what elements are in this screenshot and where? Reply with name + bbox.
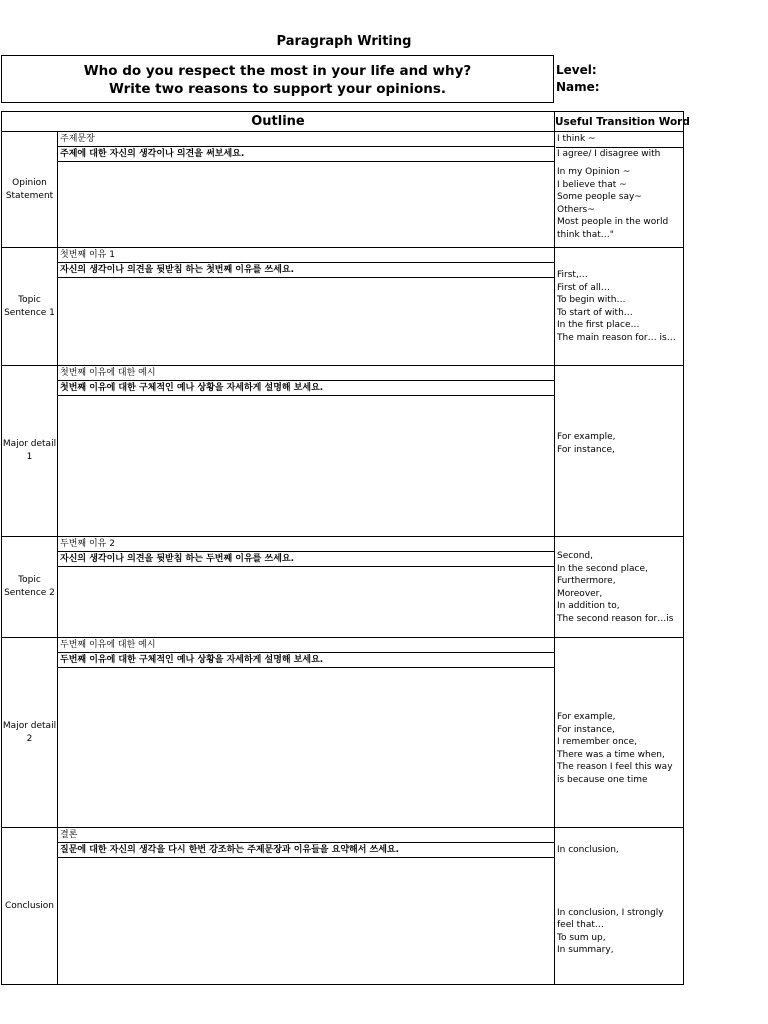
section-label: Topic Sentence 1	[2, 248, 58, 365]
section-major-detail-1	[2, 366, 684, 537]
transition-word: First of all…	[557, 282, 610, 293]
transition-word: For instance,	[557, 724, 615, 735]
transition-word: In addition to,	[557, 601, 620, 612]
section-content	[58, 638, 555, 827]
transition-word: To sum up,	[557, 932, 606, 943]
question-box	[1, 55, 554, 103]
section-label: Opinion Statement	[2, 132, 58, 247]
transition-word: Others~	[557, 204, 595, 215]
transition-word: In summary,	[557, 945, 614, 956]
transition-word: I remember once,	[557, 737, 637, 748]
transition-word: In conclusion, I strongly	[557, 907, 664, 918]
writing-area[interactable]	[58, 162, 554, 246]
transition-word: For example,	[557, 712, 616, 722]
transition-word: For instance,	[557, 444, 615, 455]
section-instruction: 자신의 생각이나 의견을 뒷받침 하는 첫번째 이유를 쓰세요.	[58, 263, 554, 278]
outline-table	[1, 111, 690, 985]
section-major-detail-2	[2, 638, 684, 828]
transition-words	[556, 366, 684, 456]
section-content	[58, 366, 555, 536]
section-instruction: 주제에 대한 자신의 생각이나 의견을 써보세요.	[58, 147, 554, 162]
transition-word: feel that…	[557, 920, 604, 931]
transition-words-header: Useful Transition Word	[555, 112, 684, 132]
section-label: Topic Sentence 2	[2, 537, 58, 637]
outline-header: Outline	[2, 112, 555, 132]
section-label: Conclusion	[2, 828, 58, 984]
transition-word: The second reason for…is	[557, 613, 674, 624]
writing-area[interactable]	[58, 396, 554, 535]
transition-words	[556, 537, 684, 626]
transition-words	[556, 132, 684, 242]
section-heading: 첫번째 이유 1	[58, 248, 554, 263]
section-topic-sentence-1	[2, 248, 684, 366]
section-content	[58, 537, 555, 637]
section-instruction: 자신의 생각이나 의견을 뒷받침 하는 두번째 이유를 쓰세요.	[58, 552, 554, 567]
section-instruction: 첫번째 이유에 대한 구체적인 예나 상황을 자세하게 설명해 보세요.	[58, 381, 554, 396]
name-label: Name:	[556, 80, 600, 94]
page-title: Paragraph Writing	[276, 34, 412, 49]
transition-word: think that…"	[557, 229, 614, 240]
transition-word: I believe that ~	[557, 179, 627, 190]
transition-word: is because one time	[557, 774, 648, 785]
section-instruction: 두번째 이유에 대한 구체적인 예나 상황을 자세하게 설명해 보세요.	[58, 653, 554, 668]
section-content	[58, 828, 555, 984]
transition-word: I think ~	[556, 133, 684, 148]
section-heading: 두번째 이유 2	[58, 537, 554, 552]
section-heading: 결론	[58, 828, 554, 843]
transition-words	[556, 248, 684, 345]
writing-area[interactable]	[58, 858, 554, 982]
section-heading: 주제문장	[58, 132, 554, 147]
transition-word: There was a time when,	[557, 749, 665, 760]
transition-word: The reason I feel this way	[557, 762, 673, 773]
section-instruction: 질문에 대한 자신의 생각을 다시 한번 강조하는 주제문장과 이유들을 요약해서 쓰세요.	[58, 843, 554, 858]
transition-word: Moreover,	[557, 588, 603, 599]
section-heading: 두번째 이유에 대한 예시	[58, 638, 554, 653]
transition-word: Some people say~	[557, 192, 642, 203]
transition-word: To start of with…	[557, 307, 633, 318]
transition-words	[556, 828, 684, 957]
writing-area[interactable]	[58, 668, 554, 826]
section-heading: 첫번째 이유에 대한 예시	[58, 366, 554, 381]
section-conclusion	[2, 828, 684, 984]
section-topic-sentence-2	[2, 537, 684, 638]
transition-word: Most people in the world	[557, 217, 669, 228]
transition-word: In conclusion,	[557, 845, 619, 855]
writing-area[interactable]	[58, 278, 554, 364]
transition-word: In the second place,	[557, 563, 648, 574]
section-content	[58, 132, 555, 247]
question-line-1: Who do you respect the most in your life and why?	[83, 63, 472, 79]
transition-word: Furthermore,	[557, 576, 616, 587]
transition-words	[556, 638, 684, 787]
transition-word: To begin with…	[557, 295, 626, 306]
transition-word: Second,	[557, 551, 593, 561]
transition-word: I agree/ I disagree with	[557, 149, 661, 159]
transition-word: For example,	[557, 432, 616, 442]
transition-word: In my Opinion ~	[557, 167, 631, 177]
section-label: Major detail 1	[2, 366, 58, 536]
question-line-2: Write two reasons to support your opinions.	[108, 81, 447, 97]
section-content	[58, 248, 555, 365]
level-label: Level:	[556, 63, 597, 77]
transition-word: The main reason for… is…	[557, 332, 676, 343]
transition-word: First,…	[557, 270, 588, 280]
transition-word: In the first place…	[557, 320, 640, 331]
section-opinion-statement	[2, 132, 684, 248]
writing-area[interactable]	[58, 567, 554, 636]
section-label: Major detail 2	[2, 638, 58, 827]
